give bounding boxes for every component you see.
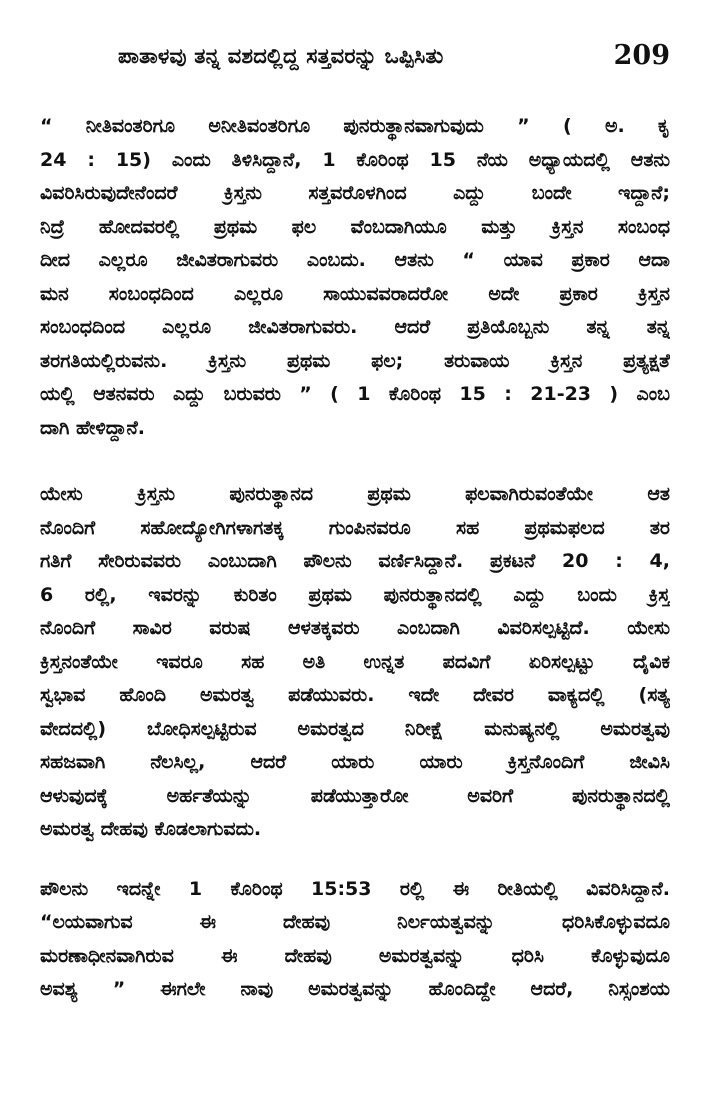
text-line: 24 : 15) ಎಂದು ತಿಳಿಸಿದ್ದಾನೆ, 1 ಕೊರಿಂಥ 15 ನೆಯ ಅಧ್ಯಾಯದಲ್ಲಿ ಆತನು [40, 148, 670, 171]
text-line: ವೇದದಲ್ಲಿ) ಬೋಧಿಸಲ್ಪಟ್ಟಿರುವ ಅಮರತ್ವದ ನಿರೀಕ್ಷೆ ಮನುಷ್ಯನಲ್ಲಿ ಅಮರತ್ವವು [40, 717, 670, 740]
text-line: ಗತಿಗೆ ಸೇರಿರುವವರು ಎಂಬುದಾಗಿ ಪೌಲನು ವರ್ಣಿಸಿದ್ದಾನೆ. ಪ್ರಕಟನೆ 20 : 4, [40, 550, 670, 572]
paragraph-1 [40, 110, 670, 445]
text-line: ದಾಗಿ ಹೇಳಿದ್ದಾನೆ. [40, 416, 145, 439]
text-line: ಸಂಬಂಧದಿಂದ ಎಲ್ಲರೂ ಜೀವಿತರಾಗುವರು. ಆದರೆ ಪ್ರತಿಯೊಬ್ಬನು ತನ್ನ ತನ್ನ [40, 316, 670, 338]
text-line: ಯೇಸು ಕ್ರಿಸ್ತನು ಪುನರುತ್ಥಾನದ ಪ್ರಥಮ ಫಲವಾಗಿರುವಂತೆಯೇ ಆತ [40, 483, 670, 505]
text-line: “ ನೀತಿವಂತರಿಗೂ ಅನೀತಿವಂತರಿಗೂ ಪುನರುತ್ಥಾನವಾಗುವುದು ” ( ಅ. ಕೃ [40, 115, 670, 137]
text-line: ಸ್ವಭಾವ ಹೊಂದಿ ಅಮರತ್ವ ಪಡೆಯುವರು. ಇದೇ ದೇವರ ವಾಕ್ಯದಲ್ಲಿ (ಸತ್ಯ [40, 684, 670, 706]
text-line: ನಿದ್ರೆ ಹೋದವರಲ್ಲಿ ಪ್ರಥಮ ಫಲ ವೆಂಬದಾಗಿಯೂ ಮತ್ತು ಕ್ರಿಸ್ತನ ಸಂಬಂಧ [40, 215, 670, 238]
body-text [40, 110, 670, 1007]
text-line: ಸಹಜವಾಗಿ ನೆಲಸಿಲ್ಲ, ಆದರೆ ಯಾರು ಯಾರು ಕ್ರಿಸ್ತನೊಂದಿಗೆ ಜೀವಿಸಿ [40, 751, 670, 773]
text-line: ನೊಂದಿಗೆ ಸಾವಿರ ವರುಷ ಆಳತಕ್ಕವರು ಎಂಬದಾಗಿ ವಿವರಿಸಲ್ಪಟ್ಟಿದೆ. ಯೇಸು [40, 617, 670, 639]
running-title: ಪಾತಾಳವು ತನ್ನ ವಶದಲ್ಲಿದ್ದ ಸತ್ತವರನ್ನು ಒಪ್ಪಿಸಿತು [118, 44, 444, 68]
paragraph-spacer [40, 445, 670, 478]
text-line: ದೀದ ಎಲ್ಲರೂ ಜೀವಿತರಾಗುವರು ಎಂಬದು. ಆತನು “ ಯಾವ ಪ್ರಕಾರ ಆದಾ [40, 249, 670, 271]
text-line: ಮನ ಸಂಬಂಧದಿಂದ ಎಲ್ಲರೂ ಸಾಯುವವರಾದರೋ ಅದೇ ಪ್ರಕಾರ ಕ್ರಿಸ್ತನ [40, 282, 670, 305]
text-line: “ಲಯವಾಗುವ ಈ ದೇಹವು ನಿರ್ಲಯತ್ವವನ್ನು ಧರಿಸಿಕೊಳ್ಳುವದೂ [40, 911, 670, 933]
page-header [40, 40, 670, 80]
paragraph-3 [40, 873, 670, 1007]
text-line: ಯಲ್ಲಿ ಆತನವರು ಎದ್ದು ಬರುವರು ” ( 1 ಕೊರಿಂಥ 15 : 21-23 ) ಎಂಬ [40, 383, 670, 405]
text-line: ಅಮರತ್ವ ದೇಹವು ಕೊಡಲಾಗುವದು. [40, 818, 262, 840]
paragraph-2 [40, 478, 670, 847]
text-line: ಮರಣಾಧೀನವಾಗಿರುವ ಈ ದೇಹವು ಅಮರತ್ವವನ್ನು ಧರಿಸಿ ಕೊಳ್ಳುವುದೂ [40, 944, 670, 967]
text-line: ಆಳುವುದಕ್ಕೆ ಅರ್ಹತೆಯನ್ನು ಪಡೆಯುತ್ತಾರೋ ಅವರಿಗೆ ಪುನರುತ್ಥಾನದಲ್ಲಿ [40, 784, 670, 807]
text-line: ನೊಂದಿಗೆ ಸಹೋದ್ಯೋಗಿಗಳಾಗತಕ್ಕ ಗುಂಪಿನವರೂ ಸಹ ಪ್ರಥಮಫಲದ ತರ [40, 516, 670, 539]
text-line: ವಿವರಿಸಿರುವುದೇನೆಂದರೆ ಕ್ರಿಸ್ತನು ಸತ್ತವರೊಳಗಿಂದ ಎದ್ದು ಬಂದೇ ಇದ್ದಾನೆ; [40, 182, 670, 204]
text-line: ತರಗತಿಯಲ್ಲಿರುವನು. ಕ್ರಿಸ್ತನು ಪ್ರಥಮ ಫಲ; ತರುವಾಯ ಕ್ರಿಸ್ತನ ಪ್ರತ್ಯಕ್ಷತೆ [40, 349, 670, 372]
text-line: ಪೌಲನು ಇದನ್ನೇ 1 ಕೊರಿಂಥ 15:53 ರಲ್ಲಿ ಈ ರೀತಿಯಲ್ಲಿ ವಿವರಿಸಿದ್ದಾನೆ. [40, 877, 670, 900]
text-line: ಕ್ರಿಸ್ತನಂತೆಯೇ ಇವರೂ ಸಹ ಅತಿ ಉನ್ನತ ಪದವಿಗೆ ಏರಿಸಲ್ಪಟ್ಟು ದೈವಿಕ [40, 650, 670, 673]
paragraph-spacer [40, 847, 670, 873]
text-line: 6 ರಲ್ಲಿ, ಇವರನ್ನು ಕುರಿತಂ ಪ್ರಥಮ ಪುನರುತ್ಥಾನದಲ್ಲಿ ಎದ್ದು ಬಂದು ಕ್ರಿಸ್ತ [40, 583, 670, 606]
page-number: 209 [613, 40, 670, 71]
text-line: ಅವಶ್ಯ ” ಈಗಲೇ ನಾವು ಅಮರತ್ವವನ್ನು ಹೊಂದಿದ್ದೇ ಆದರೆ, ನಿಸ್ಸಂಶಯ [40, 978, 670, 1000]
